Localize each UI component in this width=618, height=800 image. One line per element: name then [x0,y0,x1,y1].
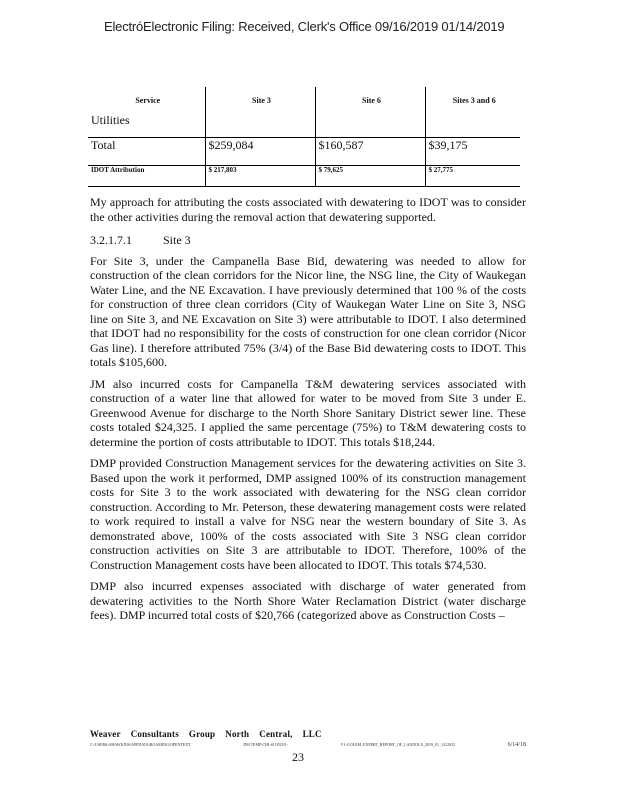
section-heading [90,233,526,248]
table-cell: $160,587 [315,138,425,166]
table-row-total [88,138,520,166]
table-cell: $ 79,625 [315,166,425,187]
table-row-idot-attribution [88,166,520,187]
report-body [90,195,526,630]
table-cell: $259,084 [205,138,315,166]
section-number: 3.2.1.7.1 [90,233,132,247]
paragraph-base-bid: For Site 3, under the Campanella Base Bid, dewatering was needed to allow for construction of the clean corridors for the Nicor line, the NSG line, the City of Waukegan Water Line, and the NE Excavation. I have previously determined that 100 % of the costs for construction of three clean corridors (City of Waukegan Water Line on Site 3, NSG line on Site 3, and NE Excavation on Site 3) were attributable to IDOT. I also determined that IDOT had no responsibility for the costs of construction for one clean corridor (Nicor Gas line). I therefore attributed 75% (3/4) of the Base Bid dewatering costs to IDOT. This totals $105,600. [90,253,526,369]
paragraph-approach: My approach for attributing the costs associated with dewatering to IDOT was to consider the other activities during the removal action that dewatering supported. [90,195,526,224]
header-cell-sites-3-6: Sites 3 and 6 [425,87,520,138]
file-path-mid: DM TEMP\CHI-#1183331- [243,742,288,747]
filing-stamp: ElectróElectronic Filing: Received, Clerk's Office 09/16/2019 01/14/2019 [104,19,505,34]
table-cell: Total [88,138,205,166]
section-title: Site 3 [163,233,191,247]
utilities-cost-table [88,87,520,187]
file-path-right: V1-GOLEM_EXPERT_REPORT_OF_LANDOLE_2019_01_1412023 [340,742,455,747]
paragraph-discharge-fees: DMP also incurred expenses associated with discharge of water generated from dewatering activities to the North Shore Water Reclamation District (water discharge fees). DMP incurred total costs of $20,766 (categorized above as Construction Costs – [90,579,526,622]
subheader-utilities: Utilities [91,113,130,127]
table-cell: IDOT Attribution [88,166,205,187]
table-cell: $ 27,775 [425,166,520,187]
table-header-row [88,87,520,138]
firm-name: Weaver Consultants Group North Central, LLC [90,729,322,739]
table-cell: $ 217,803 [205,166,315,187]
file-path-left: C:\USERS\AHAWKINS\APPDATA\ROAMING\OPENTEXT [90,742,191,747]
header-cell-service: Service Utilities [88,87,205,138]
page-number: 23 [292,750,304,764]
header-cell-site-6: Site 6 [315,87,425,138]
page-footer [90,729,526,765]
paragraph-tm-dewatering: JM also incurred costs for Campanella T&M dewatering services associated with construction of a water line that allowed for water to be moved from Site 3 under E. Greenwood Avenue for discharge to the North Shore Sanitary District sewer line. These costs totaled $24,325. I applied the same percentage (75%) to T&M dewatering costs to determine the portion of costs attributable to IDOT. This totals $18,244. [90,376,526,449]
header-cell-site-3: Site 3 [205,87,315,138]
footer-file-path-row [90,742,526,748]
footer-date: 6/14/18 [507,742,526,748]
table-cell: $39,175 [425,138,520,166]
paragraph-construction-management: DMP provided Construction Management services for the dewatering activities on Site 3. Based upon the work it performed, DMP assigned 100% of its construction management costs for Site 3 to the work associated with dewatering for the NSG clean corridor construction. According to Mr. Peterson, these dewatering management costs were related to work required to install a valve for NSG near the western boundary of Site 3. As demonstrated above, 100% of the costs associated with Site 3 NSG clean corridor construction activities on Site 3 are attributable to IDOT. Therefore, 100% of the Construction Management costs have been allocated to IDOT. This totals $74,530. [90,456,526,572]
